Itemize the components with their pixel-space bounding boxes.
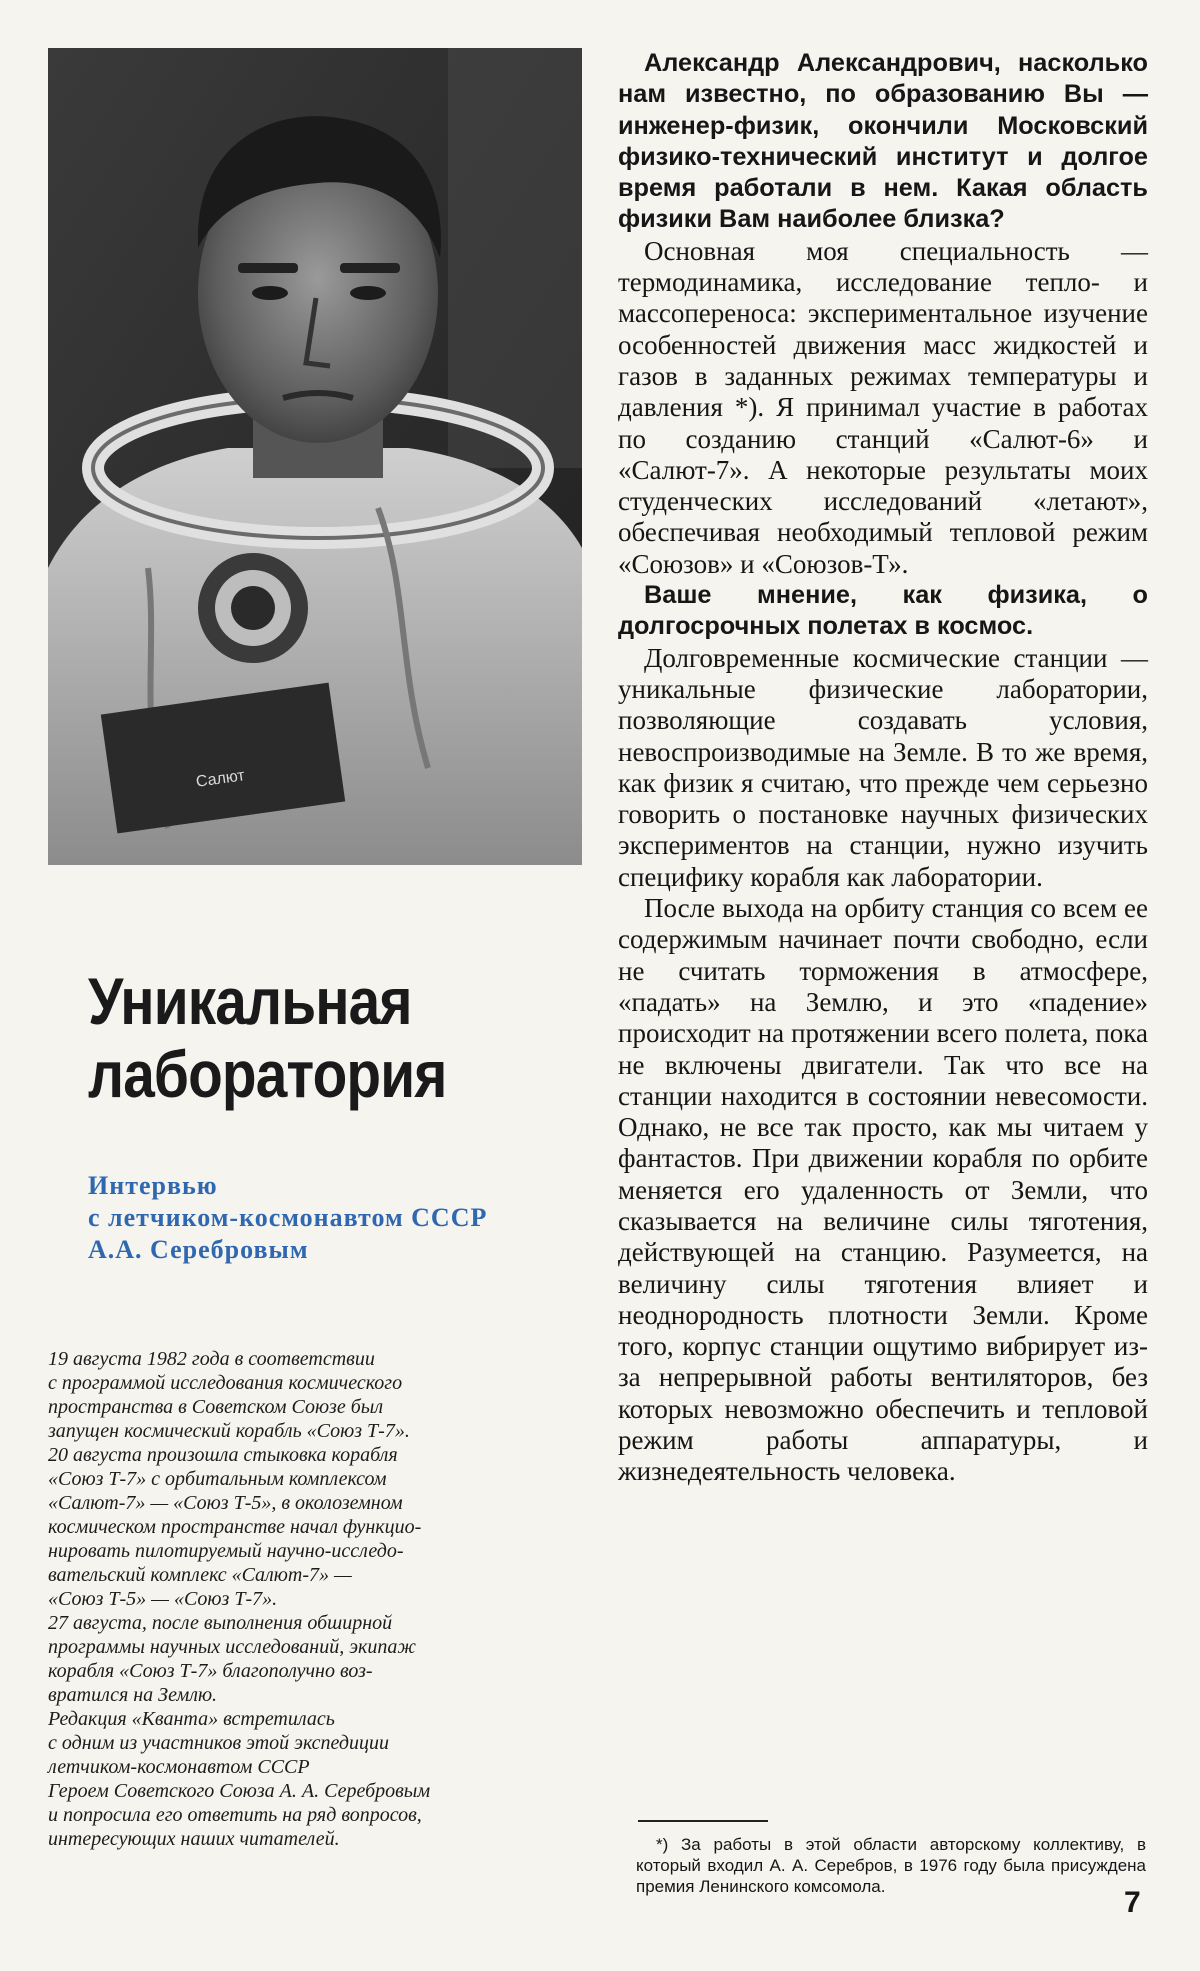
footnote: *) За работы в этой области авторскому коллективу, в который входил А. А. Серебров, в 1976 году была присуждена премия Ленинского комсомола.	[636, 1835, 1146, 1896]
title-line: Уникальная	[88, 964, 412, 1038]
intro-line: Редакция «Кванта» встретилась	[48, 1708, 335, 1730]
editorial-intro	[48, 1347, 568, 1851]
page-number: 7	[1124, 1886, 1141, 1919]
intro-line: интересующих наших читателей.	[48, 1828, 340, 1850]
intro-line: и попросила его ответить на ряд вопросов,	[48, 1804, 422, 1826]
answer-1: Основная моя специальность — термодинамика, исследование тепло- и массопереноса: экспериментальное изучение особенностей движения масс жидкостей и газов в заданных режимах температуры и давления *). Я принимал участие в работах по созданию станций «Салют-6» и «Салют-7». А некоторые результаты моих студенческих исследований «летают», обеспечивая необходимый тепловой режим «Союзов» и «Союзов-Т».	[618, 235, 1148, 579]
intro-line: программы научных исследований, экипаж	[48, 1636, 417, 1658]
article-body	[618, 48, 1148, 1488]
question-1: Александр Александрович, насколько нам известно, по образованию Вы — инженер-физик, окончили Московский физико-технический институт и долгое время работали в нем. Какая область физики Вам наиболее близка?	[618, 49, 1148, 234]
article-subtitle	[88, 1170, 578, 1266]
cosmonaut-portrait-photo	[48, 48, 582, 865]
intro-line: 19 августа 1982 года в соответствии	[48, 1348, 375, 1370]
intro-line: «Союз Т-5» — «Союз Т-7».	[48, 1588, 278, 1610]
intro-line: «Салют-7» — «Союз Т-5», в околоземном	[48, 1492, 403, 1514]
answer-2: Долговременные космические станции — уникальные физические лаборатории, позволяющие создавать условия, невоспроизводимые на Земле. В то же время, как физик я считаю, что прежде чем серьезно говорить о постановке научных физических экспериментов на станции, нужно изучить специфику корабля как лаборатории.	[618, 642, 1148, 892]
answer-3: После выхода на орбиту станция со всем ее содержимым начинает почти свободно, если не считать торможения в атмосфере, «падать» на Землю, и это «падение» происходит на протяжении всего полета, пока не включены двигатели. Так что все на станции находится в состоянии невесомости. Однако, не все так просто, как мы читаем у фантастов. При движении корабля по орбите меняется его удаленность от Земли, что сказывается на величине силы тяготения, действующей на станцию. Разумеется, на величину силы тяготения влияет и неоднородность плотности Земли. Кроме того, корпус станции ощутимо вибрирует из-за непрерывной работы вентиляторов, без которых невозможно обеспечить и тепловой режим работы аппаратуры, и жизнедеятельность человека.	[618, 893, 1148, 1487]
footnote-rule	[638, 1820, 768, 1822]
intro-line: летчиком-космонавтом СССР	[48, 1756, 310, 1778]
intro-line: корабля «Союз Т-7» благополучно воз-	[48, 1660, 373, 1682]
intro-line: вательский комплекс «Салют-7» —	[48, 1564, 352, 1586]
intro-line: Героем Советского Союза А. А. Серебровым	[48, 1780, 431, 1802]
intro-line: с программой исследования космического	[48, 1372, 403, 1394]
title-line: лаборатория	[88, 1037, 447, 1111]
article-title	[88, 965, 501, 1111]
intro-line: 20 августа произошла стыковка корабля	[48, 1444, 398, 1466]
subtitle-line: с летчиком-космонавтом СССР	[88, 1203, 488, 1232]
intro-line: вратился на Землю.	[48, 1684, 218, 1706]
intro-line: запущен космический корабль «Союз Т-7».	[48, 1420, 410, 1442]
intro-line: нировать пилотируемый научно-исследо-	[48, 1540, 404, 1562]
intro-line: пространства в Советском Союзе был	[48, 1396, 384, 1418]
intro-line: «Союз Т-7» с орбитальным комплексом	[48, 1468, 387, 1490]
question-2: Ваше мнение, как физика, о долгосрочных полетах в космос.	[618, 581, 1148, 641]
suit-badge-text: Салют	[194, 767, 246, 791]
intro-line: с одним из участников этой экспедиции	[48, 1732, 389, 1754]
intro-line: 27 августа, после выполнения обширной	[48, 1612, 393, 1634]
subtitle-line: Интервью	[88, 1171, 218, 1200]
intro-line: космическом пространстве начал функцио-	[48, 1516, 422, 1538]
subtitle-line: А.А. Серебровым	[88, 1235, 309, 1264]
